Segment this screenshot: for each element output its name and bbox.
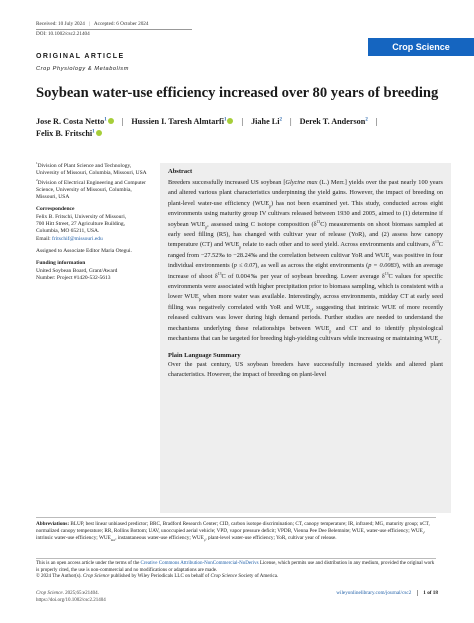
orcid-icon[interactable] (227, 118, 233, 124)
journal-site-link[interactable]: wileyonlinelibrary.com/journal/csc2 (336, 590, 412, 596)
journal-badge: Crop Science (368, 38, 474, 56)
footer-doi-link[interactable]: https://doi.org/10.1002/csc2.21404 (36, 598, 106, 603)
author[interactable]: Derek T. Anderson$^2$ (299, 117, 368, 126)
correspondence-heading: Correspondence (36, 206, 75, 213)
pls-heading: Plain Language Summary (168, 351, 241, 359)
author[interactable]: Jose R. Costa Netto$^1$ (36, 117, 114, 126)
received-date: Received: 10 July 2024 (36, 21, 85, 27)
abstract-heading: Abstract (168, 168, 193, 175)
abstract-text: Breeders successfully increased US soybean [Glycine max (L.) Merr.] yields over the past nearly 100 years and altered various plant characteristics underpinning the yield gains. However, the impact of breeding on plant-level water-use efficiency $(WUE_p)$ has not been examined yet. This study, conducted across eight environments using maturity group IV cultivars released between 1930 and 2005, aimed to (1) determine if soybean $WUE_p$, assessed using C isotope composition $(\delta^{13}C)$ measurements on shoot biomass sampled at early seed filling (R5), has changed with cultivar year of release (YoR), and (2) assess how canopy temperature (CT) and $WUE_p$ relate to each other and to seed yield. Across environments and cultivars, $\delta^{13}C$ ranged from −27.52‰ to −28.24‰ and the correlation between cultivar YoR and $WUE_p$ was positive in four individual environments (p ≤ 0.07), as well as across the eight environments (p = 0.0083), with an average increase of shoot $\delta^{13}C$ of 0.004‰ per year of soybean breeding. Lower average $\delta^{13}C$ values for specific environments were associated with higher precipitation prior to biomass sampling, which is consistent with a lower $WUE_p$ when more water was available. Interestingly, across environments, midday CT at early seed filling was negatively correlated with YoR and $WUE_p$, suggesting that intrinsic WUE of more recently released cultivars was lower during high demand periods. Further studies are needed to understand the mechanisms underlying these relationships between $WUE_p$ and CT and to identify physiological mechanisms that can be targeted for breeding high-yielding cultivars while increasing or maintaining $WUE_p$. (168, 179, 443, 344)
affiliation: $^1$Division of Plant Science and Technology, University of Missouri, Columbia, Missouri, USA (36, 161, 147, 177)
accepted-date: Accepted: 6 October 2024 (93, 21, 149, 27)
funding-text: United Soybean Board, Grant/Award Number: Project #1420-532-5613 (36, 267, 118, 281)
article-sidebar (36, 163, 152, 282)
funding-heading: Funding information (36, 260, 86, 267)
orcid-icon[interactable] (108, 118, 114, 124)
pls-text: Over the past century, US soybean breeders have successfully increased yields and altered plant characteristics. However, the impact of breeding on plant-level (168, 360, 443, 378)
affiliation: $^2$Division of Electrical Engineering and Computer Science, University of Missouri, Columbia, Missouri, USA (36, 177, 146, 201)
page-footer: Crop Science. 2025;65:e21404. https://doi.org/10.1002/csc2.21404 (36, 590, 436, 604)
author[interactable]: Jiahe Li$^2$ (251, 117, 282, 126)
author[interactable]: Hussien I. Taresh Almtarfi$^1$ (131, 117, 233, 126)
page-number: 1 of 18 (417, 590, 438, 596)
assigned-editor: Assigned to Associate Editor Maria Otegui. (36, 247, 132, 254)
author[interactable]: Felix B. Fritschi$^1$ (36, 129, 102, 138)
doi-text[interactable]: DOI: 10.1002/csc2.21404 (36, 31, 90, 37)
abstract-box (160, 163, 451, 513)
article-meta: Received: 10 July 2024 | Accepted: 6 October 2024 DOI: 10.1002/csc2.21404 (36, 20, 336, 38)
footer-right (336, 590, 438, 596)
author-list: Jose R. Costa Netto$^1$ | Hussien I. Taresh Almtarfi$^1$ | Jiahe Li$^2$ | Derek T. Anderson$^2$ | Felix B. Fritschi$^1$ (36, 117, 378, 138)
article-title: Soybean water-use efficiency increased over 80 years of breeding (36, 85, 439, 101)
orcid-icon[interactable] (96, 130, 102, 136)
cc-license-link[interactable]: Creative Commons Attribution-NonCommercial-NoDerivs (140, 561, 259, 566)
article-section: Crop Physiology & Metabolism (36, 66, 129, 72)
email-link[interactable]: fritschif@missouri.edu (52, 235, 103, 242)
correspondence-address: Felix B. Fritschi, University of Missouri, 700 Hitt Street, 27 Agriculture Building, Columbia, MO 65211, USA. Email: fritschif@missouri.edu (36, 213, 127, 242)
license-notice: This is an open access article under the terms of the Creative Commons Attribution-NonCommercial-NoDerivs License, which permits use and distribution in any medium, provided the original work is properly cited, the use is non-commercial and no modifications or adaptations are made. © 2024 The Author(s). Crop Science published by Wiley Periodicals LLC on behalf of Crop Science Society of America. (36, 558, 436, 581)
article-type: ORIGINAL ARTICLE (36, 53, 125, 60)
abbreviations: Abbreviations: BLUP, best linear unbiased predictor; BRC, Bradford Research Center; CID, carbon isotope discrimination; CT, canopy temperature; IR, infrared; MG, maturity group; nCT, normalized canopy temperature; RR, Rollins Bottom; UAV, unoccupied aerial vehicle; VPD, vapor pressure deficit; VPDB, Vienna Pee Dee Belemnite; WUE, water-use efficiency; $WUE_i$, intrinsic water-use efficiency; $WUE_{inst}$, instantaneous water-use efficiency; $WUE_p$, plant-level water-use efficiency; YoR, cultivar year of release. (36, 517, 436, 542)
